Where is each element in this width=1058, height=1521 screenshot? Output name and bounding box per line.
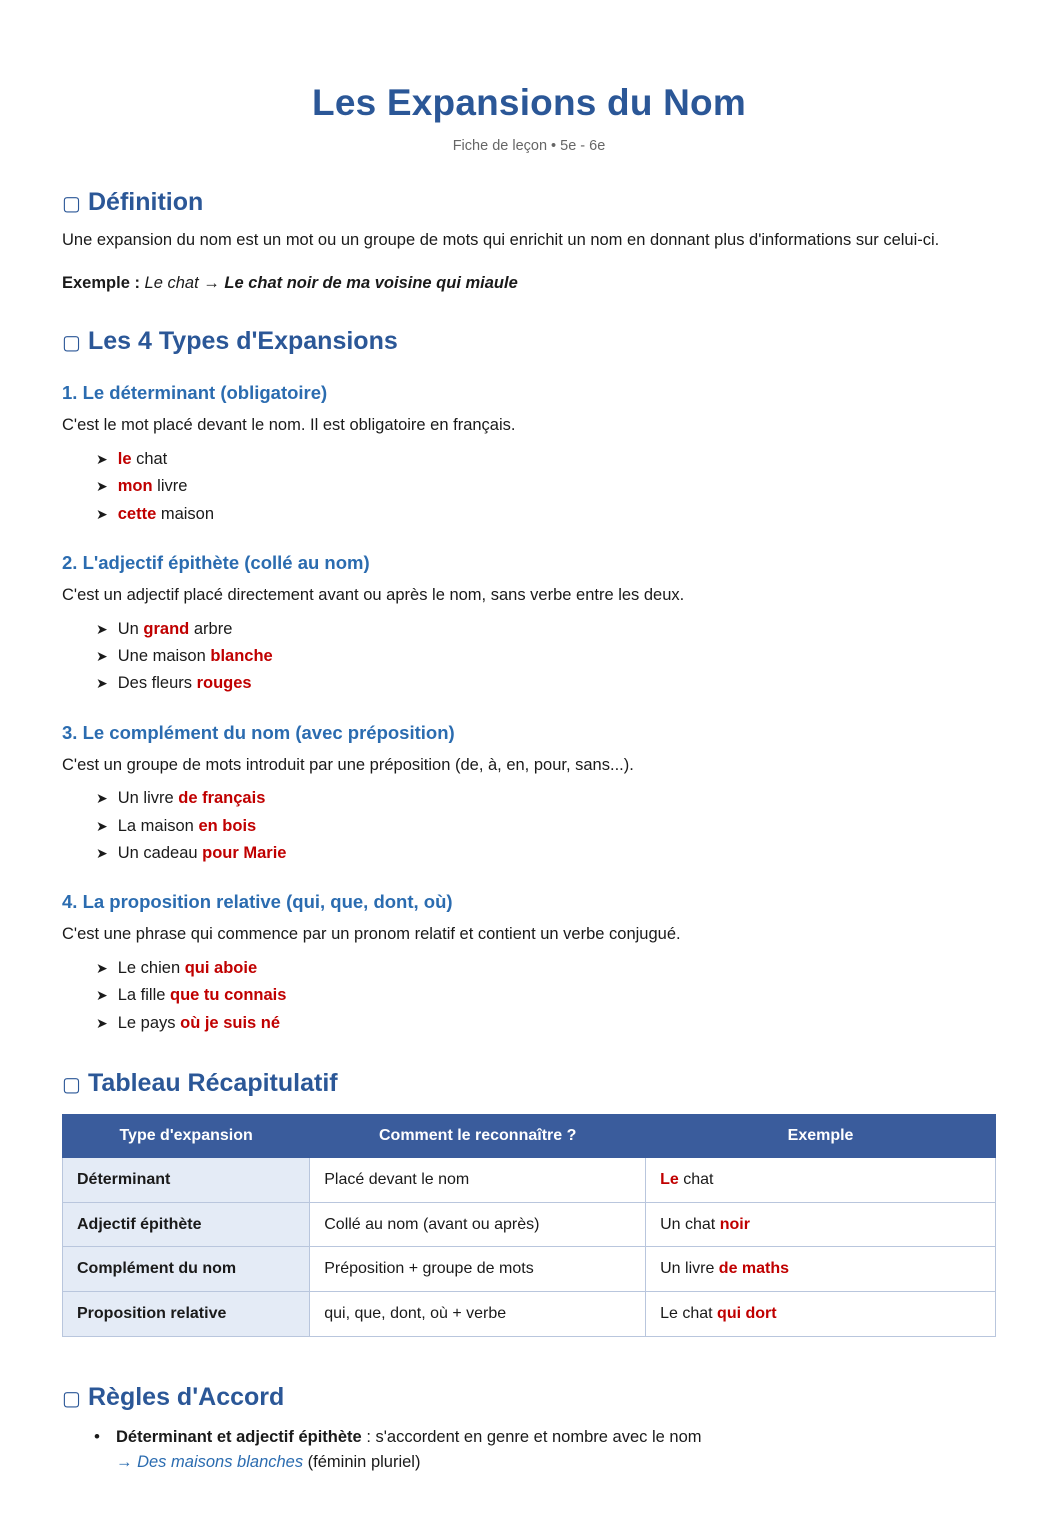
example-rest: Un livre: [660, 1260, 719, 1278]
table-cell-type: Déterminant: [63, 1158, 310, 1203]
example-highlight: blanche: [210, 646, 273, 665]
example-text: [118, 645, 273, 668]
table-cell-type: Complément du nom: [63, 1247, 310, 1292]
list-item: [96, 503, 996, 526]
table-cell-type: Adjectif épithète: [63, 1202, 310, 1247]
section-heading-rules: [62, 1383, 996, 1412]
example-highlight: en bois: [198, 816, 257, 835]
section-heading-table: [62, 1069, 996, 1098]
table-cell-example: [646, 1202, 996, 1247]
page-subtitle: Fiche de leçon • 5e - 6e: [452, 138, 606, 154]
example-pre: Le pays: [117, 1013, 181, 1032]
section-marker-icon: ▢: [62, 332, 81, 355]
recap-table: [62, 1114, 996, 1336]
arrow-bullet-icon: ➤: [96, 478, 108, 495]
arrow-bullet-icon: ➤: [96, 450, 108, 467]
arrow-bullet-icon: ➤: [96, 620, 108, 637]
example-rest: chat: [678, 1171, 714, 1189]
table-cell-how: Préposition + groupe de mots: [310, 1247, 646, 1292]
example-highlight: grand: [143, 619, 190, 638]
list-item: [90, 1426, 996, 1476]
table-column-header: Comment le reconnaître ?: [310, 1115, 646, 1158]
section-heading-types: [62, 327, 996, 356]
example-text: [118, 618, 233, 641]
example-highlight: Le: [660, 1171, 679, 1189]
list-item: [96, 815, 996, 838]
example-pre: Une maison: [117, 646, 211, 665]
arrow-bullet-icon: ➤: [96, 845, 108, 862]
example-highlight: pour Marie: [202, 844, 287, 863]
rules-list: [62, 1426, 996, 1476]
section-heading-label: Les 4 Types d'Expansions: [88, 327, 398, 356]
type-heading-4: 4. La proposition relative (qui, que, dont, où): [62, 891, 453, 913]
example-text: [118, 672, 252, 695]
example-arrow-icon: →: [203, 274, 220, 293]
list-item: [96, 618, 996, 641]
type-examples-1: [62, 448, 996, 526]
table-cell-how: qui, que, dont, où + verbe: [310, 1291, 646, 1336]
example-pre: La fille: [117, 986, 171, 1005]
example-text: [118, 815, 256, 838]
rule-term: Déterminant et adjectif épithète: [116, 1427, 362, 1446]
arrow-bullet-icon: ➤: [96, 987, 108, 1004]
rule-text: : s'accordent en genre et nombre avec le nom: [361, 1427, 702, 1446]
section-heading-definition: [62, 188, 996, 217]
example-highlight: de français: [178, 789, 266, 808]
type-text-2: C'est un adjectif placé directement avant ou après le nom, sans verbe entre les deux.: [62, 586, 685, 605]
example-label: Exemple :: [62, 274, 140, 293]
arrow-bullet-icon: ➤: [96, 817, 108, 834]
section-heading-label: Règles d'Accord: [88, 1382, 285, 1411]
table-column-header: Exemple: [646, 1115, 996, 1158]
section-heading-label: Définition: [88, 188, 204, 216]
list-item: [96, 645, 996, 668]
table-header-row: [63, 1115, 996, 1158]
example-text: [118, 957, 257, 980]
section-marker-icon: ▢: [62, 1074, 81, 1097]
example-highlight: qui dort: [717, 1304, 777, 1322]
example-highlight: noir: [719, 1215, 750, 1233]
type-text-1: C'est le mot placé devant le nom. Il est obligatoire en français.: [62, 416, 516, 435]
section-marker-icon: ▢: [62, 1387, 81, 1410]
example-text: [118, 984, 287, 1007]
example-pre: Le chien: [117, 958, 185, 977]
list-item: [96, 448, 996, 471]
table-row: [63, 1291, 996, 1336]
example-highlight: mon: [117, 477, 153, 496]
example-highlight: qui aboie: [184, 958, 258, 977]
example-rest: Le chat: [660, 1304, 718, 1322]
example-rest: Un chat: [660, 1215, 720, 1233]
rule-note: [116, 1451, 996, 1475]
list-item: [96, 842, 996, 865]
type-examples-4: [62, 957, 996, 1035]
example-after: Le chat noir de ma voisine qui miaule: [224, 274, 518, 293]
example-pre: Un: [117, 619, 144, 638]
table-cell-how: Placé devant le nom: [310, 1158, 646, 1203]
example-text: [118, 842, 287, 865]
arrow-bullet-icon: ➤: [96, 790, 108, 807]
list-item: [96, 475, 996, 498]
table-row: [63, 1202, 996, 1247]
type-heading-2: 2. L'adjectif épithète (collé au nom): [62, 552, 370, 574]
section-marker-icon: ▢: [62, 193, 81, 215]
example-pre: Un cadeau: [117, 844, 203, 863]
example-before: Le chat: [144, 274, 199, 293]
example-post: livre: [152, 477, 188, 496]
arrow-bullet-icon: ➤: [96, 1014, 108, 1031]
example-highlight: cette: [117, 504, 157, 523]
list-item: [96, 672, 996, 695]
type-heading-3: 3. Le complément du nom (avec préposition): [62, 721, 455, 743]
type-examples-3: [62, 787, 996, 865]
section-heading-label: Tableau Récapitulatif: [88, 1069, 338, 1098]
list-item: [96, 1012, 996, 1035]
definition-example: [62, 274, 996, 293]
arrow-bullet-icon: ➤: [96, 959, 108, 976]
example-text: [118, 787, 266, 810]
type-examples-2: [62, 618, 996, 696]
example-text: [118, 1012, 280, 1035]
definition-text: Une expansion du nom est un mot ou un groupe de mots qui enrichit un nom en donnant plus d'informations sur celui-ci.: [62, 231, 940, 249]
type-heading-1: 1. Le déterminant (obligatoire): [62, 382, 328, 404]
example-pre: Un livre: [117, 789, 179, 808]
example-highlight: que tu connais: [170, 986, 287, 1005]
rule-note-arrow-icon: →: [116, 1453, 138, 1472]
table-cell-example: [646, 1247, 996, 1292]
type-text-4: C'est une phrase qui commence par un pronom relatif et contient un verbe conjugué.: [62, 925, 681, 944]
example-highlight: rouges: [196, 674, 252, 693]
example-text: [118, 448, 168, 471]
list-item: [96, 984, 996, 1007]
rule-note-example: Des maisons blanches: [137, 1453, 304, 1472]
list-item: [96, 787, 996, 810]
example-highlight: où je suis né: [180, 1013, 281, 1032]
example-pre: Des fleurs: [117, 674, 197, 693]
type-text-3: C'est un groupe de mots introduit par une préposition (de, à, en, pour, sans...).: [62, 755, 634, 774]
arrow-bullet-icon: ➤: [96, 647, 108, 664]
example-highlight: de maths: [718, 1260, 790, 1278]
table-cell-example: [646, 1291, 996, 1336]
table-column-header: Type d'expansion: [63, 1115, 310, 1158]
table-cell-type: Proposition relative: [63, 1291, 310, 1336]
page-title: Les Expansions du Nom: [312, 82, 746, 123]
example-text: [118, 503, 214, 526]
example-post: arbre: [189, 619, 233, 638]
arrow-bullet-icon: ➤: [96, 675, 108, 692]
list-item: [96, 957, 996, 980]
table-row: [63, 1247, 996, 1292]
table-cell-how: Collé au nom (avant ou après): [310, 1202, 646, 1247]
example-text: [118, 475, 188, 498]
example-post: chat: [131, 449, 168, 468]
table-row: [63, 1158, 996, 1203]
arrow-bullet-icon: ➤: [96, 505, 108, 522]
example-post: maison: [156, 504, 215, 523]
table-cell-example: [646, 1158, 996, 1203]
rule-note-rest: (féminin pluriel): [303, 1453, 421, 1472]
example-pre: La maison: [117, 816, 199, 835]
example-highlight: le: [117, 449, 132, 468]
